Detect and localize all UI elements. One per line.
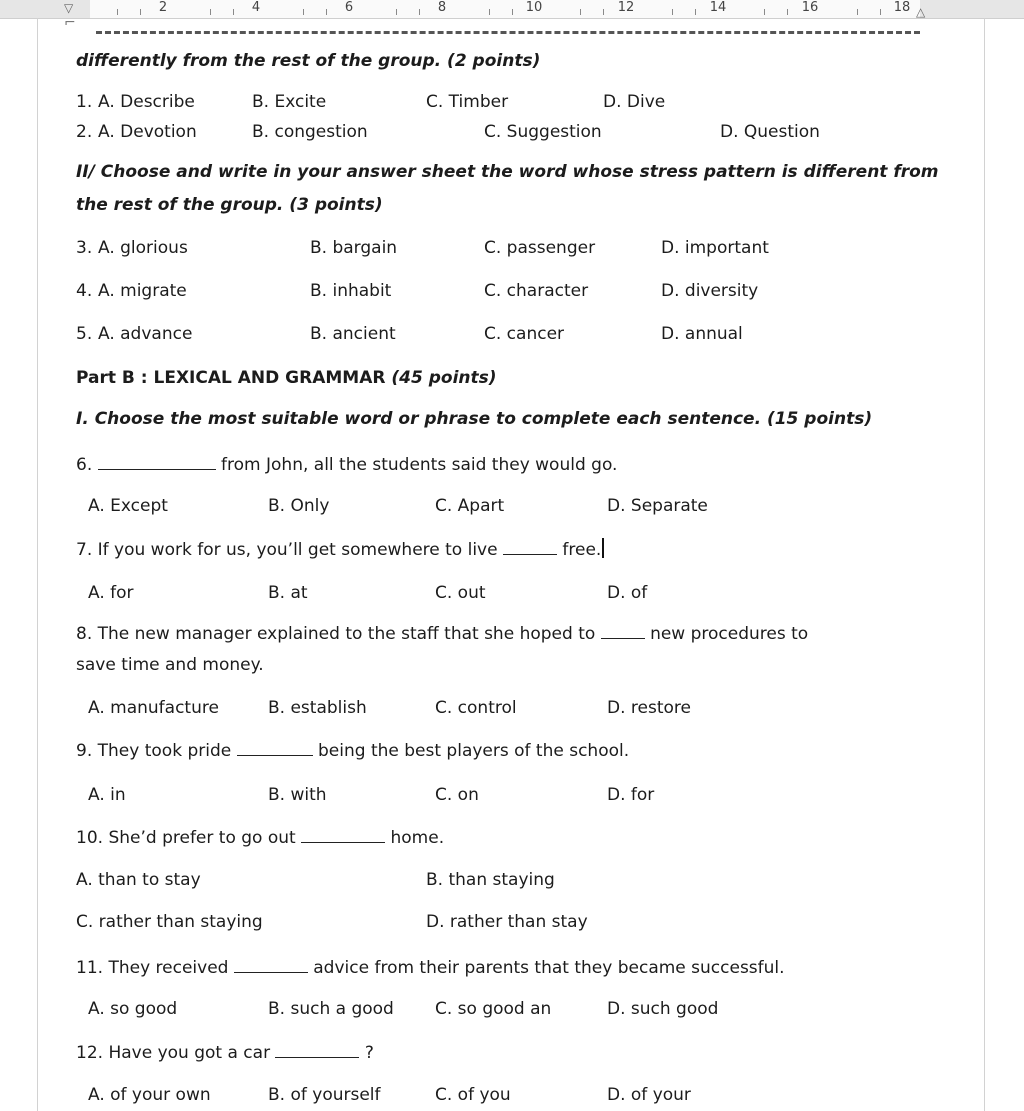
question-number: 10. bbox=[76, 828, 104, 848]
option-d: D. annual bbox=[661, 324, 743, 344]
question-6 bbox=[76, 453, 617, 476]
question-number: 8. bbox=[76, 624, 93, 644]
option-d: D. of bbox=[607, 583, 648, 603]
question-12 bbox=[76, 1041, 374, 1064]
question-number: 3. bbox=[76, 238, 93, 258]
ruler-number: 16 bbox=[801, 0, 819, 15]
ruler-number: 6 bbox=[344, 0, 354, 15]
right-indent-marker-icon[interactable]: △ bbox=[916, 5, 926, 19]
option-a: A. than to stay bbox=[76, 870, 201, 890]
option-c: C. character bbox=[484, 281, 589, 301]
option-d: D. for bbox=[607, 785, 655, 805]
answer-blank bbox=[275, 1041, 359, 1058]
answer-blank bbox=[98, 453, 216, 470]
option-d: D. important bbox=[661, 238, 769, 258]
ruler-text-area bbox=[90, 0, 920, 18]
ruler-number: 2 bbox=[158, 0, 168, 15]
ruler-number: 18 bbox=[893, 0, 911, 15]
option-b: B. such a good bbox=[268, 999, 394, 1019]
question-number: 1. bbox=[76, 92, 93, 112]
question-text: Have you got a car bbox=[108, 1043, 271, 1063]
option-c: C. passenger bbox=[484, 238, 596, 258]
option-b: B. congestion bbox=[252, 122, 368, 142]
option-d: D. Dive bbox=[603, 92, 666, 112]
option-a: A. advance bbox=[98, 324, 193, 344]
option-d: D. such good bbox=[607, 999, 719, 1019]
option-b: B. with bbox=[268, 785, 327, 805]
question-11 bbox=[76, 956, 785, 979]
paragraph-mark-icon: ⌐ bbox=[64, 15, 76, 31]
page-left-edge bbox=[37, 18, 38, 1111]
option-a: A. in bbox=[88, 785, 126, 805]
option-b: B. bargain bbox=[310, 238, 398, 258]
question-text: The new manager explained to the staff that she hoped to bbox=[97, 624, 596, 644]
part-b-points: (45 points) bbox=[391, 368, 497, 388]
option-d: D. diversity bbox=[661, 281, 759, 301]
option-a: A. so good bbox=[88, 999, 178, 1019]
option-b: B. ancient bbox=[310, 324, 396, 344]
section-i-heading: I. Choose the most suitable word or phrase to complete each sentence. (15 points) bbox=[76, 409, 873, 429]
option-c: C. out bbox=[435, 583, 486, 603]
option-d: D. of your bbox=[607, 1085, 691, 1105]
question-text: free. bbox=[562, 540, 602, 560]
option-b: B. establish bbox=[268, 698, 367, 718]
option-c: C. Timber bbox=[426, 92, 509, 112]
option-c: C. cancer bbox=[484, 324, 565, 344]
option-a: A. Describe bbox=[98, 92, 195, 112]
question-10 bbox=[76, 826, 444, 849]
answer-blank bbox=[601, 622, 645, 639]
part-b-heading bbox=[76, 367, 497, 389]
ruler-number: 12 bbox=[617, 0, 635, 15]
question-8 bbox=[76, 622, 808, 645]
option-b: B. Excite bbox=[252, 92, 327, 112]
option-c: C. Suggestion bbox=[484, 122, 602, 142]
question-text: They took pride bbox=[97, 741, 232, 761]
answer-blank bbox=[234, 956, 308, 973]
question-text: If you work for us, you’ll get somewhere to live bbox=[97, 540, 498, 560]
question-text: advice from their parents that they became successful. bbox=[313, 958, 785, 978]
option-a: A. for bbox=[88, 583, 134, 603]
question-text: from John, all the students said they would go. bbox=[221, 455, 618, 475]
option-b: B. than staying bbox=[426, 870, 555, 890]
option-c: C. Apart bbox=[435, 496, 505, 516]
question-number: 12. bbox=[76, 1043, 104, 1063]
option-b: B. inhabit bbox=[310, 281, 392, 301]
ruler-number: 14 bbox=[709, 0, 727, 15]
option-d: D. Question bbox=[720, 122, 820, 142]
question-number: 2. bbox=[76, 122, 93, 142]
part-b-title: Part B : LEXICAL AND GRAMMAR bbox=[76, 368, 392, 388]
answer-blank bbox=[301, 826, 385, 843]
answer-blank bbox=[503, 538, 557, 555]
ruler-number: 4 bbox=[251, 0, 261, 15]
question-number: 11. bbox=[76, 958, 104, 978]
stress-heading-line2: the rest of the group. (3 points) bbox=[76, 195, 383, 215]
option-c: C. control bbox=[435, 698, 517, 718]
horizontal-ruler[interactable] bbox=[0, 0, 1024, 19]
stress-heading-line1: II/ Choose and write in your answer sheet the word whose stress pattern is different from bbox=[76, 162, 939, 182]
question-text: being the best players of the school. bbox=[318, 741, 630, 761]
question-number: 9. bbox=[76, 741, 93, 761]
text-cursor bbox=[602, 538, 604, 558]
question-number: 6. bbox=[76, 455, 93, 475]
cropped-text-line bbox=[96, 31, 920, 34]
ruler-number: 10 bbox=[525, 0, 543, 15]
option-c: C. rather than staying bbox=[76, 912, 263, 932]
answer-blank bbox=[237, 739, 313, 756]
section-fragment-heading: differently from the rest of the group. (2 points) bbox=[76, 51, 541, 71]
option-a: A. Except bbox=[88, 496, 168, 516]
question-number: 5. bbox=[76, 324, 93, 344]
page-right-edge bbox=[984, 18, 985, 1111]
option-c: C. so good an bbox=[435, 999, 552, 1019]
question-text: They received bbox=[108, 958, 229, 978]
option-b: B. of yourself bbox=[268, 1085, 381, 1105]
option-d: D. Separate bbox=[607, 496, 708, 516]
option-b: B. at bbox=[268, 583, 308, 603]
question-text: new procedures to bbox=[650, 624, 809, 644]
option-a: A. Devotion bbox=[98, 122, 197, 142]
option-b: B. Only bbox=[268, 496, 330, 516]
question-text: She’d prefer to go out bbox=[108, 828, 296, 848]
option-a: A. migrate bbox=[98, 281, 187, 301]
option-a: A. of your own bbox=[88, 1085, 211, 1105]
ruler-number: 8 bbox=[437, 0, 447, 15]
question-8-line2: save time and money. bbox=[76, 655, 264, 675]
question-number: 7. bbox=[76, 540, 93, 560]
question-7 bbox=[76, 538, 604, 561]
question-9 bbox=[76, 739, 629, 762]
question-number: 4. bbox=[76, 281, 93, 301]
option-c: C. on bbox=[435, 785, 479, 805]
option-d: D. restore bbox=[607, 698, 691, 718]
question-text: home. bbox=[390, 828, 445, 848]
option-d: D. rather than stay bbox=[426, 912, 588, 932]
option-a: A. glorious bbox=[98, 238, 188, 258]
question-text: ? bbox=[364, 1043, 374, 1063]
option-c: C. of you bbox=[435, 1085, 511, 1105]
option-a: A. manufacture bbox=[88, 698, 219, 718]
first-line-indent-marker-icon[interactable]: ▽ bbox=[64, 1, 74, 15]
